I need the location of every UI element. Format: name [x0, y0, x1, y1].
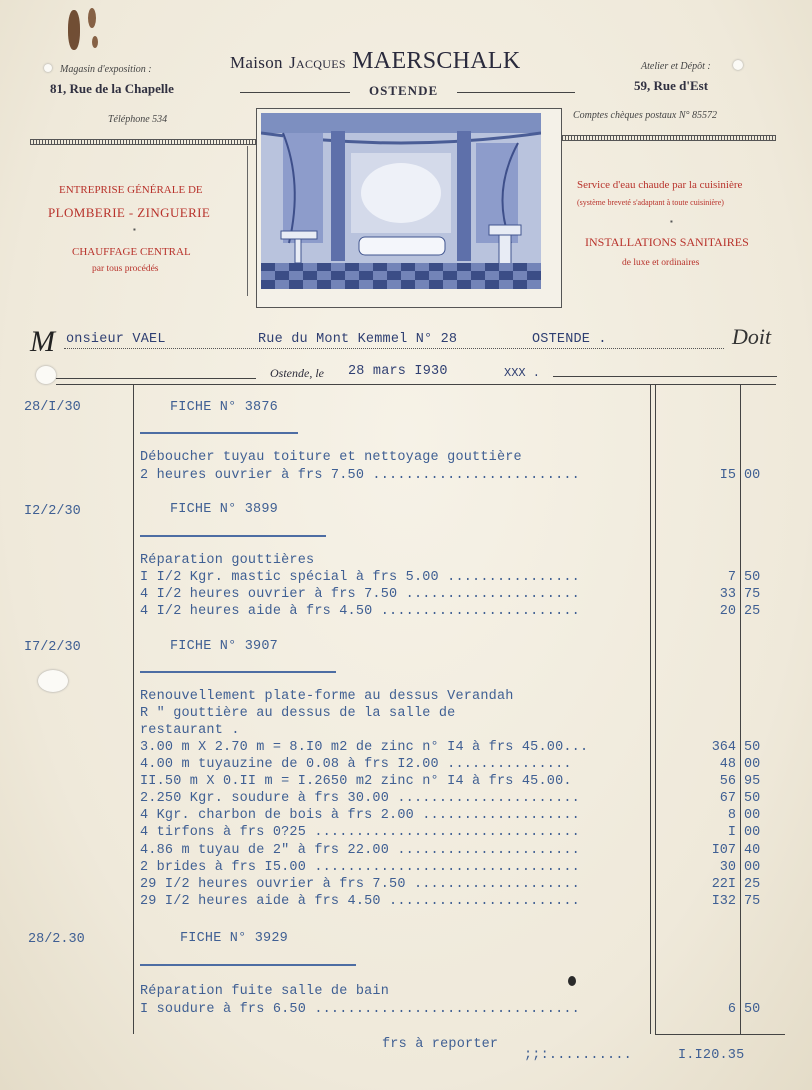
- subtotal-rule: [655, 1034, 785, 1035]
- line-amount-cents: 00: [744, 825, 761, 840]
- column-separator: [650, 384, 651, 1034]
- line-amount-cents: 00: [744, 860, 761, 875]
- fiche-underline: [140, 671, 336, 673]
- phone-number: Téléphone 534: [108, 114, 168, 125]
- service-sanitary-detail: de luxe et ordinaires: [622, 258, 700, 268]
- service-heating-detail: par tous procédés: [92, 264, 159, 274]
- line-item-text: 29 I/2 heures ouvrier à frs 7.50 ....................: [140, 877, 580, 892]
- line-item-text: 4 I/2 heures ouvrier à frs 7.50 .....................: [140, 587, 580, 602]
- service-plumbing: PLOMBERIE - ZINGUERIE: [48, 205, 211, 220]
- ink-dot: [568, 976, 576, 986]
- line-amount-francs: 33: [719, 587, 736, 602]
- line-item-text: I soudure à frs 6.50 ................................: [140, 1002, 580, 1017]
- ornament-dot: ▪: [670, 217, 673, 226]
- addressee-dotted-line: [64, 348, 724, 349]
- addressee-street: Rue du Mont Kemmel N° 28: [258, 332, 458, 347]
- line-item-text: Déboucher tuyau toiture et nettoyage gouttière: [140, 450, 522, 465]
- service-sanitary: INSTALLATIONS SANITAIRES: [585, 235, 749, 249]
- showroom-label: Magasin d'exposition :: [60, 64, 152, 75]
- workshop-address: 59, Rue d'Est: [634, 78, 709, 93]
- line-item-text: Réparation fuite salle de bain: [140, 984, 390, 999]
- bathroom-picture: [261, 113, 541, 289]
- line-amount-francs: I: [727, 825, 736, 840]
- column-separator: [133, 384, 134, 1034]
- fiche-underline: [140, 432, 298, 434]
- service-hot-water-detail: (système breveté s'adaptant à toute cuisinière): [577, 198, 724, 207]
- line-amount-cents: 50: [744, 570, 761, 585]
- line-amount-francs: 48: [719, 757, 736, 772]
- carry-forward-label: frs à reporter: [382, 1037, 499, 1052]
- line-item-text: R " gouttière au dessus de la salle de: [140, 706, 456, 721]
- company-last-name: MAERSCHALK: [352, 48, 521, 74]
- date-rule-right: [553, 376, 777, 377]
- line-item-text: I I/2 Kgr. mastic spécial à frs 5.00 ................: [140, 570, 580, 585]
- line-amount-francs: 30: [719, 860, 736, 875]
- line-item-text: II.50 m X 0.II m = I.2650 m2 zinc n° I4 à frs 45.00.: [140, 774, 572, 789]
- date-prefix: Ostende, le: [270, 366, 324, 380]
- company-name: [230, 48, 521, 75]
- line-amount-cents: 00: [744, 808, 761, 823]
- line-item-text: 4 tirfons à frs 0?25 ................................: [140, 825, 580, 840]
- ornament-dot: ▪: [133, 225, 136, 234]
- service-general: ENTREPRISE GÉNÉRALE DE: [59, 184, 203, 196]
- ornament-rule-left: [30, 139, 256, 145]
- line-amount-cents: 75: [744, 587, 761, 602]
- line-item-text: 2 heures ouvrier à frs 7.50 .........................: [140, 468, 580, 483]
- postal-account: Comptes chèques postaux N° 85572: [573, 110, 717, 121]
- column-separator: [655, 384, 656, 1034]
- carry-forward-dots: ;;:..........: [524, 1048, 632, 1063]
- line-amount-francs: I07: [711, 843, 736, 858]
- punch-hole: [38, 670, 68, 692]
- header-rule: [457, 92, 575, 93]
- line-amount-cents: 25: [744, 877, 761, 892]
- entry-date: I7/2/30: [24, 640, 81, 655]
- company-prefix: Maison: [230, 53, 283, 72]
- line-item-text: 4.86 m tuyau de 2" à frs 22.00 ......................: [140, 843, 580, 858]
- line-item-text: restaurant .: [140, 723, 240, 738]
- line-item-text: Réparation gouttières: [140, 553, 315, 568]
- line-amount-francs: 6: [727, 1002, 736, 1017]
- service-hot-water: Service d'eau chaude par la cuisinière: [577, 179, 743, 191]
- carry-forward-total: I.I20.35: [678, 1048, 745, 1063]
- line-amount-cents: 75: [744, 894, 761, 909]
- line-amount-cents: 50: [744, 740, 761, 755]
- line-amount-cents: 00: [744, 468, 761, 483]
- line-item-text: Renouvellement plate-forme au dessus Verandah: [140, 689, 514, 704]
- entry-date: I2/2/30: [24, 504, 81, 519]
- line-item-text: 4 Kgr. charbon de bois à frs 2.00 ...................: [140, 808, 580, 823]
- punch-hole: [36, 366, 56, 384]
- entry-date: 28/I/30: [24, 400, 81, 415]
- addressee-city: OSTENDE .: [532, 332, 607, 347]
- ink-stain: [92, 36, 98, 48]
- line-item-text: 2 brides à frs I5.00 ................................: [140, 860, 580, 875]
- table-top-rule: [56, 384, 776, 385]
- entry-date: 28/2.30: [28, 932, 85, 947]
- fiche-underline: [140, 964, 356, 966]
- header-rule: [240, 92, 350, 93]
- service-heating: CHAUFFAGE CENTRAL: [72, 246, 191, 258]
- line-amount-cents: 50: [744, 1002, 761, 1017]
- bathroom-illustration: [256, 108, 562, 308]
- line-amount-cents: 95: [744, 774, 761, 789]
- line-item-text: 29 I/2 heures aide à frs 4.50 .......................: [140, 894, 580, 909]
- line-item-text: 3.00 m X 2.70 m = 8.I0 m2 de zinc n° I4 à frs 45.00...: [140, 740, 589, 755]
- addressee-name: onsieur VAEL: [66, 332, 166, 347]
- fiche-underline: [140, 535, 326, 537]
- line-amount-francs: 7: [727, 570, 736, 585]
- ink-stain: [88, 8, 96, 28]
- date-rule-left: [56, 378, 256, 379]
- addressee-initial: M: [30, 325, 55, 358]
- date-crossed-out: XXX .: [504, 366, 541, 380]
- line-amount-francs: I5: [719, 468, 736, 483]
- doit-label: Doit: [732, 324, 772, 349]
- line-item-text: 4 I/2 heures aide à frs 4.50 ........................: [140, 604, 580, 619]
- ink-stain: [68, 10, 80, 50]
- column-separator: [740, 384, 741, 1034]
- line-amount-francs: 56: [719, 774, 736, 789]
- company-first-name: Jacques: [289, 53, 346, 72]
- line-amount-cents: 50: [744, 791, 761, 806]
- showroom-address: 81, Rue de la Chapelle: [50, 81, 174, 96]
- fiche-number: FICHE N° 3876: [170, 400, 278, 415]
- fiche-number: FICHE N° 3907: [170, 639, 278, 654]
- punch-hole: [733, 60, 743, 70]
- fiche-number: FICHE N° 3899: [170, 502, 278, 517]
- city-heading: OSTENDE: [369, 83, 439, 98]
- line-amount-francs: 20: [719, 604, 736, 619]
- line-amount-francs: 364: [711, 740, 736, 755]
- invoice-date: 28 mars I930: [348, 364, 448, 379]
- ornament-rule-right: [556, 135, 776, 141]
- fiche-number: FICHE N° 3929: [180, 931, 288, 946]
- ornament-vline: [247, 146, 248, 296]
- line-amount-cents: 40: [744, 843, 761, 858]
- line-item-text: 4.00 m tuyauzine de 0.08 à frs I2.00 ...............: [140, 757, 572, 772]
- line-amount-francs: 22I: [711, 877, 736, 892]
- line-amount-francs: 67: [719, 791, 736, 806]
- line-item-text: 2.250 Kgr. soudure à frs 30.00 ......................: [140, 791, 580, 806]
- workshop-label: Atelier et Dépôt :: [641, 61, 711, 72]
- line-amount-francs: 8: [727, 808, 736, 823]
- punch-hole: [44, 64, 52, 72]
- line-amount-francs: I32: [711, 894, 736, 909]
- line-amount-cents: 25: [744, 604, 761, 619]
- line-amount-cents: 00: [744, 757, 761, 772]
